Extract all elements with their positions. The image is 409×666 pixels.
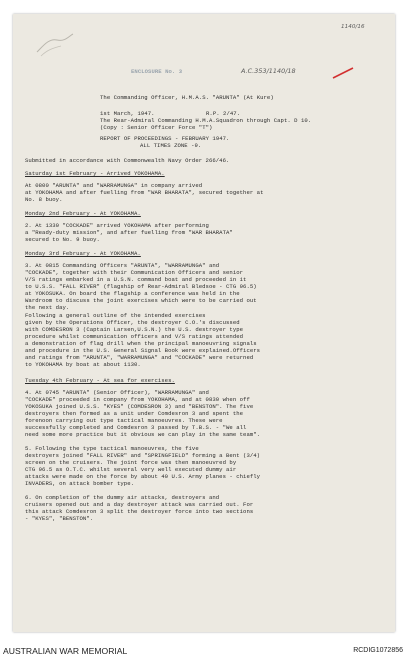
body-line: with COMDESRON 3 (Captain Larsen,U.S.N.) the U.S. destroyer type <box>25 326 244 333</box>
all-times: ALL TIMES ZONE -9. <box>140 142 202 149</box>
body-line: screen on the cruisers. The joint force was then manoeuvred by <box>25 459 237 466</box>
body-line: Wardroom to discuss the joint exercises which were to be carried out <box>25 297 257 304</box>
footer-source: AUSTRALIAN WAR MEMORIAL <box>3 646 128 656</box>
body-line: a "Ready-duty mission", and after fuelling from "WAR BHARATA" <box>25 229 233 236</box>
body-line: a demonstration of flag drill when the principal manoeuvring signals <box>25 340 257 347</box>
body-line: at YOKOHAMA and after fuelling from "WAR BHARATA", secured together at <box>25 189 264 196</box>
corner-note: 1140/16 <box>341 24 365 30</box>
body-line: 2. At 1330 "COCKADE" arrived YOKOHAMA after performing <box>25 222 209 229</box>
body-line: "COCKADE" proceeded in company from YOKOHAMA, and at 0830 when off <box>25 396 250 403</box>
body-line: given by the Operations Officer, the destroyer C.O.'s discussed <box>25 319 240 326</box>
body-line: YOKOSUKA joined U.S.S. "KYES" (COMDESRON 3) and "BENSTON". The five <box>25 403 254 410</box>
red-mark <box>331 66 355 80</box>
body-line: to YOKOHAMA by boat at about 1130. <box>25 361 141 368</box>
body-line: and procedure in the U.S. General Signal Book were explained.Officers <box>25 347 261 354</box>
body-line: the next day. <box>25 304 70 311</box>
body-line: - "KYES", "BENSTON". <box>25 515 94 522</box>
body-line: attacks were made on the force by about 40 U.S. Army planes - chiefly <box>25 473 261 480</box>
body-line: to U.S.S. "FALL RIVER" (flagship of Rear-Admiral Bledsoe - CTG 96.5) <box>25 283 257 290</box>
body-line: secured to No. 9 buoy. <box>25 236 100 243</box>
section-heading: Tuesday 4th February - At sea for exercises. <box>25 377 175 384</box>
submitted-line: Submitted in accordance with Commonwealth Navy Order 266/46. <box>25 157 230 164</box>
body-line: 4. At 0745 "ARUNTA" (Senior Officer), "WARRAMUNGA" and <box>25 389 209 396</box>
copy-line: (Copy : Senior Officer Force "T") <box>100 124 213 131</box>
body-line: cruisers opened out and a day destroyer attack was carried out. For <box>25 501 254 508</box>
body-line: CTG 96.5 as O.T.C. whilst several very well executed dummy air <box>25 466 237 473</box>
body-line: V/S ratings embarked in a U.S.N. command boat and proceeded in it <box>25 276 247 283</box>
body-line: INVADERS, on attack bomber type. <box>25 480 135 487</box>
body-line: 6. On completion of the dummy air attacks, destroyers and <box>25 494 220 501</box>
body-line: and ratings from "ARUNTA", "WARRAMUNGA" and "COCKADE" were returned <box>25 354 254 361</box>
body-line: destroyers then formed as a unit under Comdesron 3 and spent the <box>25 410 244 417</box>
rp-ref: R.P. 2/47. <box>206 110 241 117</box>
body-line: 3. At 0815 Commanding Officers "ARUNTA", "WARRAMUNGA" and <box>25 262 220 269</box>
section-heading: Saturday 1st February - Arrived YOKOHAMA. <box>25 170 165 177</box>
body-line: At 0800 "ARUNTA" and "WARRAMUNGA" in company arrived <box>25 182 203 189</box>
body-line: No. 8 buoy. <box>25 196 63 203</box>
section-heading: Monday 3rd February - At YOKOHAMA. <box>25 250 141 257</box>
from-line: The Commanding Officer, H.M.A.S. "ARUNTA" (At Kure) <box>100 94 274 101</box>
enclosure-ref: A.C.353/1140/18 <box>241 67 296 75</box>
body-line: successfully completed and Comdesron 3 passed by T.B.S. - "We all <box>25 424 247 431</box>
body-line: destroyers joined "FALL RIVER" and "SPRINGFIELD" forming a Bent (3/4) <box>25 452 261 459</box>
handwritten-scribble <box>35 32 75 58</box>
body-line: 5. Following the type tactical manoeuvres, the five <box>25 445 199 452</box>
date-line: 1st March, 1947. <box>100 110 155 117</box>
footer-record-id: RCDIG1072856 <box>353 647 403 654</box>
body-line: Following a general outline of the intended exercises <box>25 312 206 319</box>
body-line: this attack Comdesron 3 split the destroyer force into two sections <box>25 508 254 515</box>
body-line: procedure whilst communication officers and V/S ratings attended <box>25 333 244 340</box>
report-title: REPORT OF PROCEEDINGS - FEBRUARY 1947. <box>100 135 230 142</box>
body-line: forenoon carrying out type tactical manoeuvres. These were <box>25 417 223 424</box>
body-line: "COCKADE", together with their Communication Officers and senior <box>25 269 244 276</box>
document-page <box>13 14 395 632</box>
to-line: The Rear-Admiral Commanding H.M.A.Squadron through Capt. D 10. <box>100 117 312 124</box>
enclosure-label: ENCLOSURE No. 3 <box>131 68 183 75</box>
body-line: at YOKOSUKA. On board the flagship a conference was held in the <box>25 290 240 297</box>
body-line: need some more practice but it obvious we can play in the same team". <box>25 431 261 438</box>
section-heading: Monday 2nd February - At YOKOHAMA. <box>25 210 141 217</box>
